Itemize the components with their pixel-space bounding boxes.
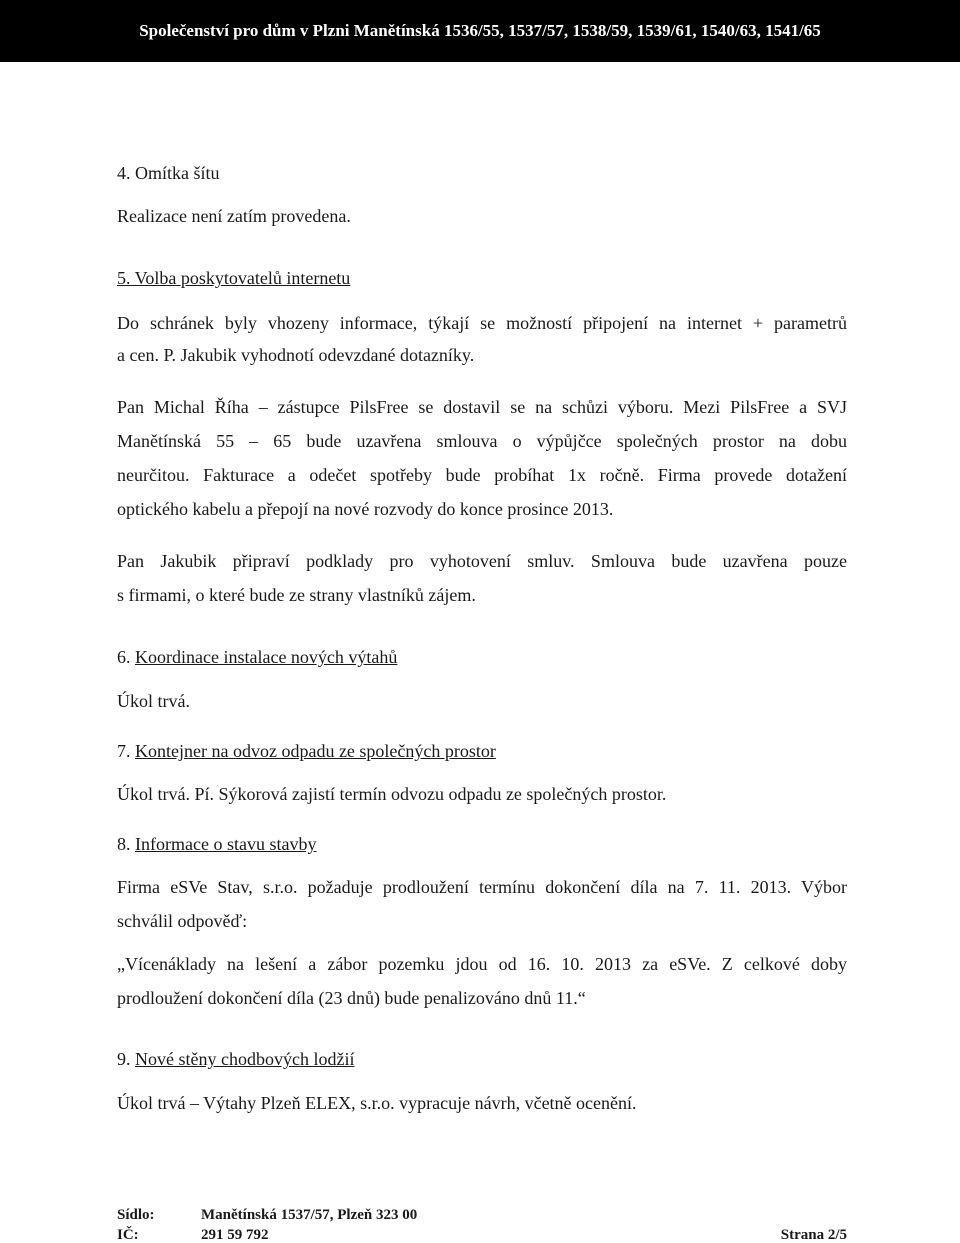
- section-9-title: Nové stěny chodbových lodžií: [135, 1049, 355, 1069]
- section-8-p1-line2: schválil odpověď:: [117, 911, 248, 931]
- section-5-p2-line2: Manětínská 55 – 65 bude uzavřena smlouva o výpůjčce společných prostor na dobu: [117, 431, 847, 451]
- footer-sidlo-value: Manětínská 1537/57, Plzeň 323 00: [201, 1207, 418, 1223]
- section-8-p1-line1: Firma eSVe Stav, s.r.o. požaduje prodloužení termínu dokončení díla na 7. 11. 2013. Výbor: [117, 877, 847, 897]
- section-8-heading: [117, 835, 316, 853]
- footer-ic-value: 291 59 792: [201, 1227, 269, 1243]
- section-4-text: Realizace není zatím provedena.: [117, 206, 351, 226]
- section-5-heading: 5. Volba poskytovatelů internetu: [117, 268, 351, 288]
- section-5-p2-line4: optického kabelu a přepojí na nové rozvody do konce prosince 2013.: [117, 499, 614, 519]
- section-8-title: Informace o stavu stavby: [135, 834, 317, 854]
- section-6-text: Úkol trvá.: [117, 691, 190, 711]
- header-title: Společenství pro dům v Plzni Manětínská 1536/55, 1537/57, 1538/59, 1539/61, 1540/63, 1541/65: [139, 21, 821, 40]
- section-5-p2-line3: neurčitou. Fakturace a odečet spotřeby bude probíhat 1x ročně. Firma provede dotažení: [117, 465, 847, 485]
- section-7-text: Úkol trvá. Pí. Sýkorová zajistí termín odvozu odpadu ze společných prostor.: [117, 784, 667, 804]
- section-6-title: Koordinace instalace nových výtahů: [135, 647, 398, 667]
- section-7-heading: [117, 742, 496, 760]
- section-5-p3-line2: s firmami, o které bude ze strany vlastníků zájem.: [117, 585, 476, 605]
- section-4-heading: 4. Omítka šítu: [117, 163, 220, 183]
- section-8-number: 8.: [117, 834, 131, 854]
- section-7-number: 7.: [117, 741, 131, 761]
- section-9-number: 9.: [117, 1049, 131, 1069]
- section-7-title: Kontejner na odvoz odpadu ze společných prostor: [135, 741, 496, 761]
- document-header: [0, 0, 960, 62]
- page-number: Strana 2/5: [780, 1227, 847, 1243]
- section-9-text: Úkol trvá – Výtahy Plzeň ELEX, s.r.o. vypracuje návrh, včetně ocenění.: [117, 1093, 637, 1113]
- section-5-p1-line1: Do schránek byly vhozeny informace, týkají se možností připojení na internet + parametrů: [117, 313, 847, 333]
- section-5-p3-line1: Pan Jakubik připraví podklady pro vyhotovení smluv. Smlouva bude uzavřena pouze: [117, 551, 847, 571]
- section-8-quote-line1: „Vícenáklady na lešení a zábor pozemku jdou od 16. 10. 2013 za eSVe. Z celkové doby: [117, 954, 847, 974]
- section-6-heading: [117, 648, 397, 666]
- section-8-quote-line2: prodloužení dokončení díla (23 dnů) bude penalizováno dnů 11.“: [117, 988, 586, 1008]
- section-5-p2-line1: Pan Michal Říha – zástupce PilsFree se dostavil se na schůzi výboru. Mezi PilsFree a SVJ: [117, 397, 847, 417]
- section-9-heading: [117, 1050, 354, 1068]
- section-6-number: 6.: [117, 647, 131, 667]
- footer-sidlo-label: Sídlo:: [117, 1207, 155, 1223]
- section-5-p1-line2: a cen. P. Jakubik vyhodnotí odevzdané dotazníky.: [117, 345, 475, 365]
- footer-ic-label: IČ:: [117, 1227, 139, 1243]
